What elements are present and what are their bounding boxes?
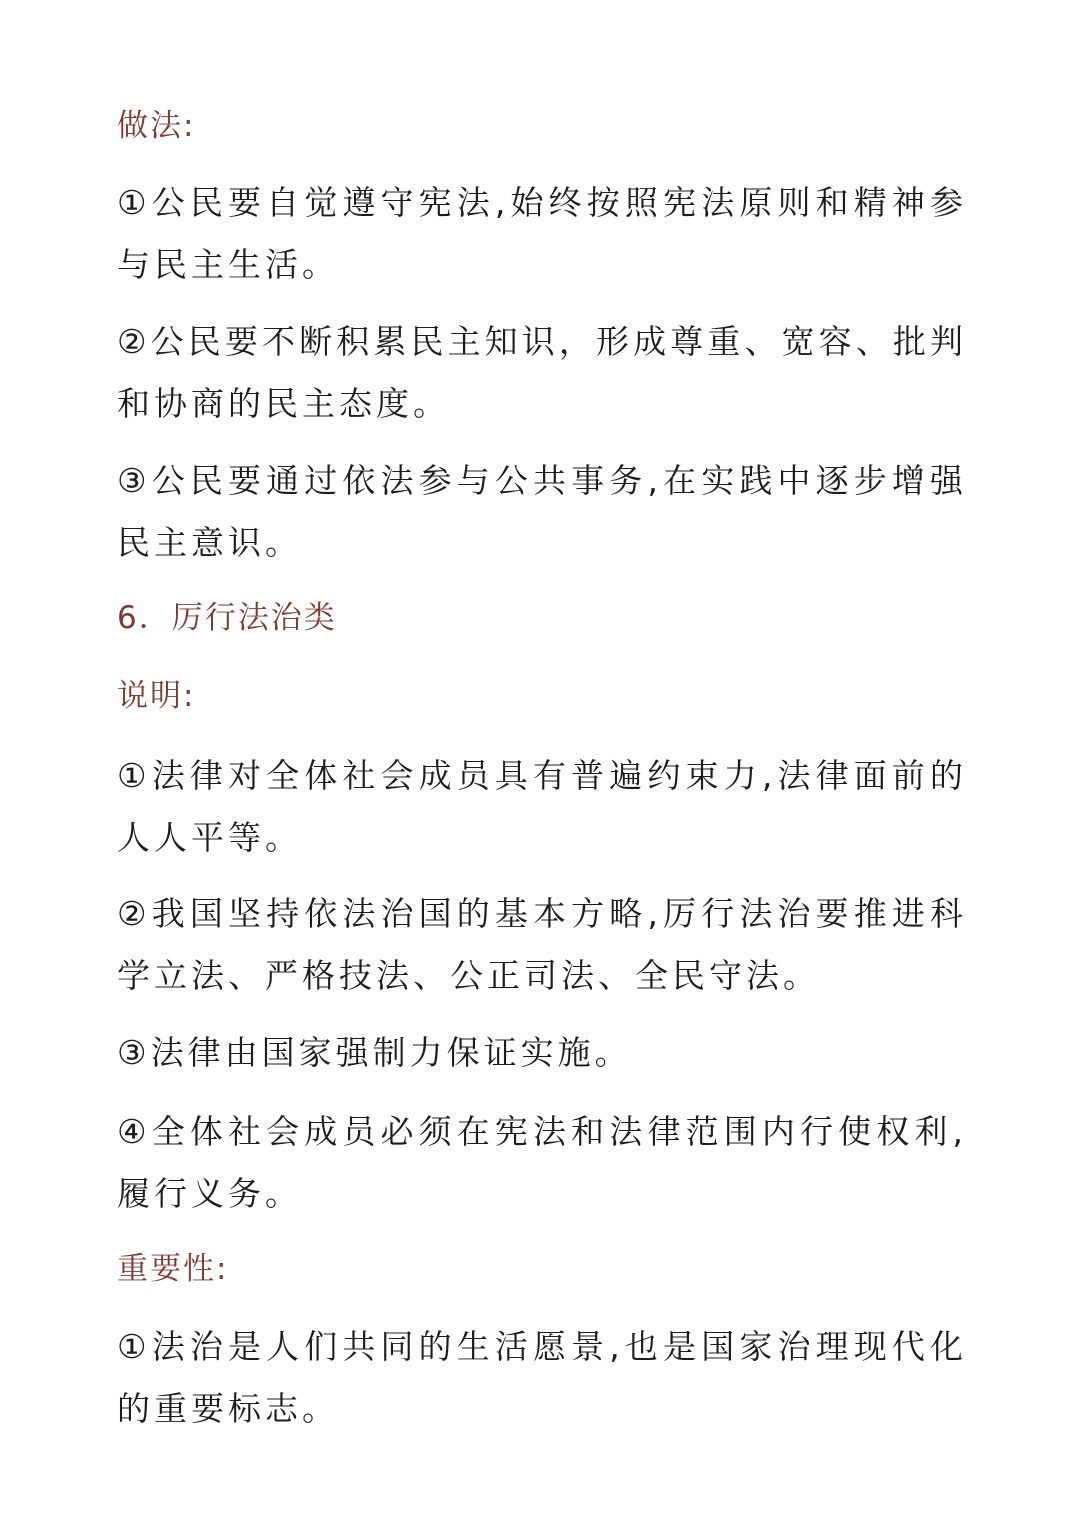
explanation-item-3: ③法律由国家强制力保证实施。 bbox=[117, 1033, 632, 1072]
explanation-item-2: ②我国坚持依法治国的基本方略,厉行法治要推进科学立法、严格技法、公正司法、全民守法。 bbox=[117, 894, 967, 995]
explanation-heading: 说明: bbox=[117, 678, 196, 714]
importance-item-1: ①法治是人们共同的生活愿景,也是国家治理现代化的重要标志。 bbox=[117, 1327, 967, 1428]
practice-heading: 做法: bbox=[117, 108, 196, 144]
explanation-item-1: ①法律对全体社会成员具有普遍约束力,法律面前的人人平等。 bbox=[117, 756, 967, 857]
practice-item-3: ③公民要通过依法参与公共事务,在实践中逐步增强民主意识。 bbox=[117, 461, 967, 562]
importance-heading: 重要性: bbox=[117, 1251, 229, 1287]
practice-item-1: ①公民要自觉遵守宪法,始终按照宪法原则和精神参与民主生活。 bbox=[117, 183, 967, 284]
section-title-rule-of-law: 6．厉行法治类 bbox=[117, 600, 337, 636]
explanation-item-4: ④全体社会成员必须在宪法和法律范围内行使权利,履行义务。 bbox=[117, 1112, 967, 1213]
practice-item-2: ②公民要不断积累民主知识，形成尊重、宽容、批判和协商的民主态度。 bbox=[117, 322, 967, 423]
